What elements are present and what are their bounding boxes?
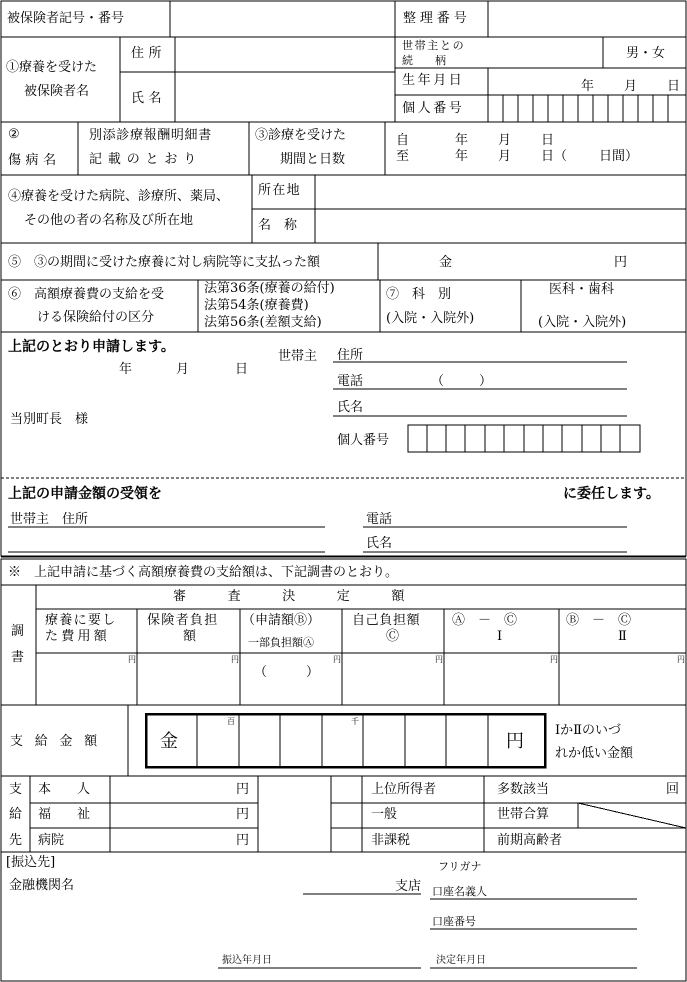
from-month: 月 bbox=[498, 133, 512, 148]
benefit-category-sub: ける保険給付の区分 bbox=[37, 310, 155, 325]
delegate-heading-end: に委任します。 bbox=[563, 486, 660, 502]
facility-location-label: 所在地 bbox=[258, 183, 301, 198]
mayor-addressee: 当別町長 様 bbox=[10, 412, 89, 427]
payment-note-sub: れか低い金額 bbox=[555, 746, 634, 761]
to-day: 日（ bbox=[541, 149, 568, 164]
patient-label: ①療養を受けた bbox=[6, 60, 98, 75]
householder-label: 世帯主 bbox=[278, 349, 318, 364]
apply-month: 月 bbox=[176, 362, 190, 377]
delegate-heading: 上記の申請金額の受領を bbox=[8, 486, 162, 502]
delegate-address-label: 世帯主 住所 bbox=[10, 512, 89, 527]
income-exempt: 非課税 bbox=[371, 833, 411, 848]
income-general: 一般 bbox=[371, 807, 398, 822]
facility-label-sub: その他の者の名称及び所在地 bbox=[24, 213, 194, 228]
paid-amount-yen: 円 bbox=[614, 255, 628, 270]
apply-day: 日 bbox=[235, 362, 249, 377]
paid-amount-kin: 金 bbox=[439, 255, 453, 270]
apply-year: 年 bbox=[119, 362, 133, 377]
law-36: 法第36条(療養の給付) bbox=[204, 281, 335, 296]
relation-label-sub: 続 柄 bbox=[402, 54, 446, 67]
transfer-date-label: 振込年月日 bbox=[222, 955, 272, 966]
payee-self: 本 人 bbox=[38, 782, 91, 797]
applicant-personal-number-label: 個人番号 bbox=[337, 433, 390, 448]
payee-welfare: 福 祉 bbox=[38, 807, 91, 822]
attached-statement-label: 別添診療報酬明細書 bbox=[89, 128, 212, 143]
treatment-period-label: ③診療を受けた bbox=[255, 128, 347, 143]
account-number-label: 口座番号 bbox=[432, 915, 476, 928]
col-copay: 一部負担額Ⓐ bbox=[248, 636, 314, 649]
law-54: 法第54条(療養費) bbox=[204, 298, 309, 313]
col-medical-cost: 療養に要し bbox=[45, 613, 117, 628]
period-to: 至 bbox=[396, 149, 410, 164]
attached-statement-sub: 記載のとおり bbox=[89, 152, 203, 167]
paid-amount-label: ⑤ ③の期間に受けた療養に対し病院等に支払った額 bbox=[8, 255, 321, 270]
apply-heading: 上記のとおり申請します。 bbox=[8, 339, 175, 355]
address-label: 住所 bbox=[131, 46, 167, 61]
payee-side-1: 支 bbox=[9, 782, 23, 797]
treatment-period-sub: 期間と日数 bbox=[280, 152, 346, 167]
sex-value: 男・女 bbox=[626, 46, 666, 61]
inpatient-value: (入院・入院外) bbox=[538, 315, 627, 330]
birth-month-unit: 月 bbox=[624, 79, 638, 94]
birth-year-unit: 年 bbox=[581, 79, 595, 94]
birth-date-label: 生年月日 bbox=[402, 73, 465, 88]
from-year: 年 bbox=[455, 133, 469, 148]
yen-col4: 円 bbox=[435, 655, 443, 664]
bank-heading: [振込先] bbox=[6, 855, 56, 870]
reference-number-label: 整理番号 bbox=[403, 11, 471, 26]
yen-col5: 円 bbox=[550, 655, 558, 664]
disease-number: ② bbox=[8, 127, 20, 142]
copay-parentheses: （ ） bbox=[254, 665, 320, 680]
col-ii: Ⅱ bbox=[618, 629, 627, 644]
col-b-minus-c: Ⓑ － Ⓒ bbox=[566, 613, 632, 628]
branch-label: 支店 bbox=[395, 879, 422, 894]
assessment-note: ※ 上記申請に基づく高額療養費の支給額は、下記調書のとおり。 bbox=[8, 565, 399, 580]
multiple-count-unit: 回 bbox=[666, 782, 680, 797]
bank-name-label: 金融機関名 bbox=[9, 878, 75, 893]
delegate-phone-label: 電話 bbox=[366, 512, 393, 527]
name-label: 氏名 bbox=[131, 91, 167, 106]
period-from: 自 bbox=[396, 133, 410, 148]
applicant-address-label: 住所 bbox=[337, 348, 364, 363]
yen-col1: 円 bbox=[128, 655, 136, 664]
calc-side-2: 書 bbox=[11, 650, 25, 665]
hundreds-marker: 百 bbox=[227, 717, 235, 726]
payee-self-yen: 円 bbox=[236, 782, 250, 797]
facility-name-label: 名 称 bbox=[258, 218, 298, 233]
col-i: Ⅰ bbox=[497, 629, 503, 644]
relation-label: 世帯主との bbox=[402, 39, 466, 52]
department-value: 医科・歯科 bbox=[549, 282, 615, 297]
early-elderly: 前期高齢者 bbox=[497, 833, 563, 848]
payee-side-2: 給 bbox=[9, 807, 23, 822]
calc-side-1: 調 bbox=[11, 624, 25, 639]
payee-side-3: 先 bbox=[9, 833, 23, 848]
col-medical-cost-sub: た費用額 bbox=[45, 629, 111, 644]
col-insurer-share: 保険者負担 bbox=[147, 613, 219, 628]
col-self-pay: 自己負担額 bbox=[352, 613, 421, 628]
applicant-phone-label: 電話 bbox=[337, 374, 364, 389]
benefit-category-label: ⑥ 高額療養費の支給を受 bbox=[8, 287, 165, 302]
payee-hospital-yen: 円 bbox=[236, 833, 250, 848]
from-day: 日 bbox=[541, 133, 555, 148]
col-a-minus-c: Ⓐ － Ⓒ bbox=[452, 613, 518, 628]
account-holder-label: 口座名義人 bbox=[432, 885, 487, 898]
patient-label-sub: 被保険者名 bbox=[24, 84, 90, 99]
disease-name-label: 傷病名 bbox=[8, 153, 61, 168]
birth-day-unit: 日 bbox=[667, 79, 681, 94]
to-month: 月 bbox=[498, 149, 512, 164]
col-self-pay-sub: Ⓒ bbox=[386, 629, 400, 644]
phone-paren-close: ） bbox=[479, 374, 493, 389]
payment-amount-label: 支給金額 bbox=[10, 734, 109, 749]
payment-note: ⅠかⅡのいづ bbox=[555, 723, 621, 738]
applicant-name-label: 氏名 bbox=[337, 400, 364, 415]
decision-date-label: 決定年月日 bbox=[436, 955, 486, 966]
department-label: ⑦ 科 別 bbox=[386, 287, 452, 302]
insured-number-label: 被保険者記号・番号 bbox=[7, 11, 125, 26]
household-combined: 世帯合算 bbox=[497, 807, 550, 822]
yen-col6: 円 bbox=[677, 655, 685, 664]
thousands-marker: 千 bbox=[351, 717, 359, 726]
to-year: 年 bbox=[455, 149, 469, 164]
assessment-header: 審 査 決 定 額 bbox=[173, 589, 406, 604]
phone-paren-open: （ bbox=[431, 374, 445, 389]
payment-kin: 金 bbox=[160, 731, 178, 752]
payee-hospital: 病院 bbox=[38, 833, 65, 848]
income-high: 上位所得者 bbox=[371, 782, 437, 797]
department-sub: (入院・入院外) bbox=[386, 311, 475, 326]
payee-welfare-yen: 円 bbox=[236, 807, 250, 822]
facility-label: ④療養を受けた病院、診療所、薬局、 bbox=[8, 189, 230, 204]
yen-col3: 円 bbox=[333, 655, 341, 664]
furigana-label: フリガナ bbox=[438, 860, 482, 873]
col-insurer-share-sub: 額 bbox=[183, 629, 197, 644]
col-requested-amount: （申請額Ⓑ） bbox=[242, 613, 321, 628]
law-56: 法第56条(差額支給) bbox=[204, 315, 322, 330]
payment-yen: 円 bbox=[506, 731, 524, 752]
yen-col2: 円 bbox=[231, 655, 239, 664]
total-days: 日間） bbox=[599, 149, 639, 164]
multiple-applicable: 多数該当 bbox=[497, 782, 550, 797]
delegate-name-label: 氏名 bbox=[366, 536, 393, 551]
personal-number-label: 個人番号 bbox=[402, 101, 465, 116]
